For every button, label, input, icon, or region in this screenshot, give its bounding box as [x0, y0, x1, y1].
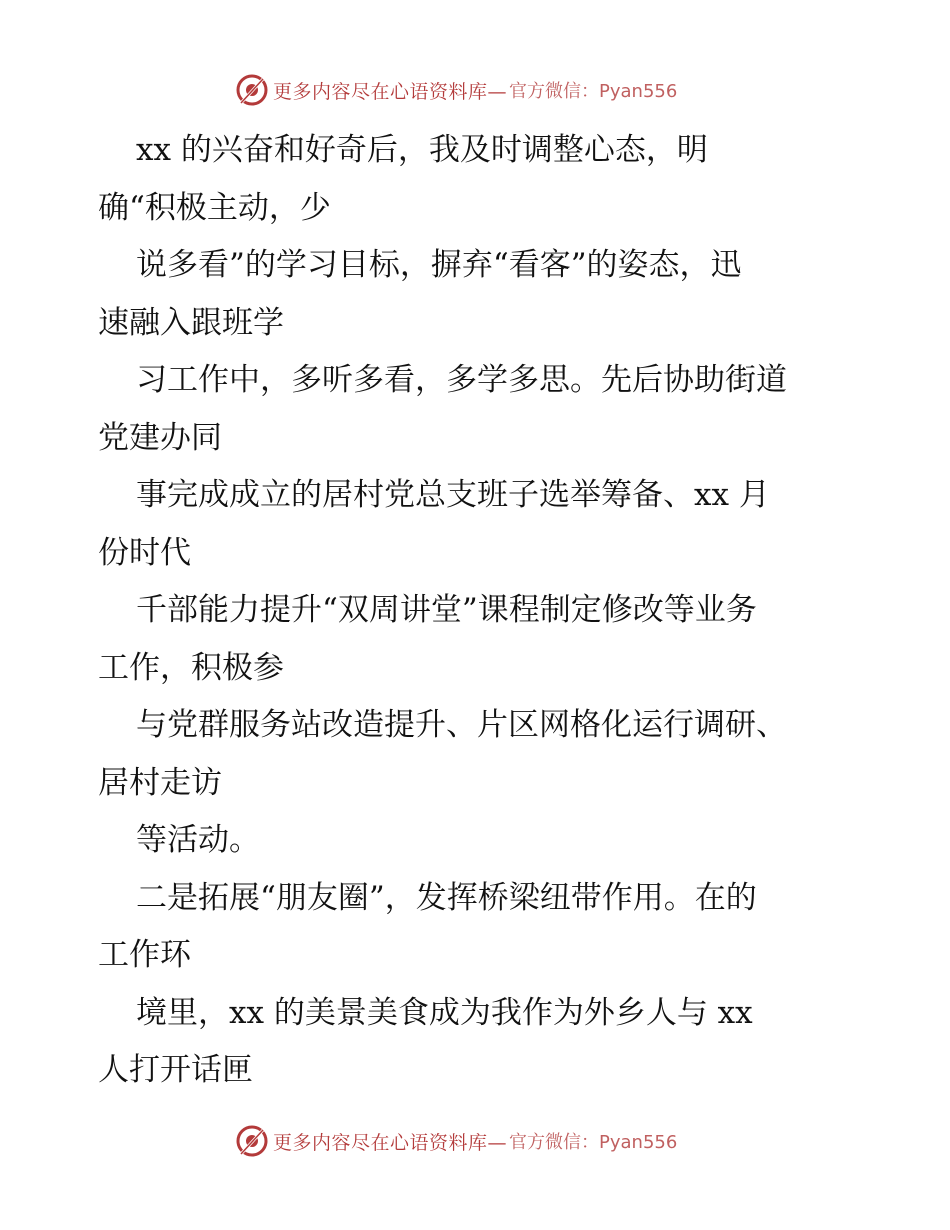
- text-line: 等活动。: [136, 822, 260, 858]
- footer-watermark: [235, 1123, 715, 1159]
- text-line: 速融入跟班学: [98, 304, 284, 341]
- watermark-wechat-text: 官方微信：Pyan556: [509, 81, 678, 102]
- text-line: xx 的兴奋和好奇后，我及时调整心态，明: [136, 132, 708, 168]
- text-line: 习工作中，多听多看，多学多思。先后协助街道: [136, 362, 787, 398]
- text-line: 居村走访: [98, 764, 222, 801]
- text-line: 人打开话匣: [98, 1052, 253, 1088]
- text-line: 工作，积极参: [98, 649, 284, 686]
- text-line: 党建办同: [98, 419, 222, 456]
- text-line: 说多看”的学习目标，摒弃“看客”的姿态，迅: [136, 247, 742, 283]
- quill-logo-icon: [235, 1124, 269, 1158]
- document-body: [98, 122, 858, 1100]
- quill-logo-icon: [235, 73, 269, 107]
- watermark-wechat-text: 官方微信：Pyan556: [509, 1132, 678, 1153]
- watermark-brand-text: 更多内容尽在心语资料库—: [273, 1131, 508, 1154]
- text-line: 二是拓展“朋友圈”，发挥桥梁纽带作用。在的: [136, 879, 757, 916]
- text-line: 确“积极主动，少: [98, 189, 331, 226]
- watermark-brand-text: 更多内容尽在心语资料库—: [273, 80, 508, 103]
- text-line: 与党群服务站改造提升、片区网格化运行调研、: [136, 707, 787, 743]
- text-line: 工作环: [98, 937, 191, 973]
- text-line: 事完成成立的居村党总支班子选举筹备、xx 月: [136, 477, 770, 513]
- text-line: 千部能力提升“双周讲堂”课程制定修改等业务: [136, 592, 757, 628]
- text-line: 境里，xx 的美景美食成为我作为外乡人与 xx: [136, 994, 753, 1031]
- text-line: 份时代: [98, 534, 191, 571]
- header-watermark: [235, 72, 715, 108]
